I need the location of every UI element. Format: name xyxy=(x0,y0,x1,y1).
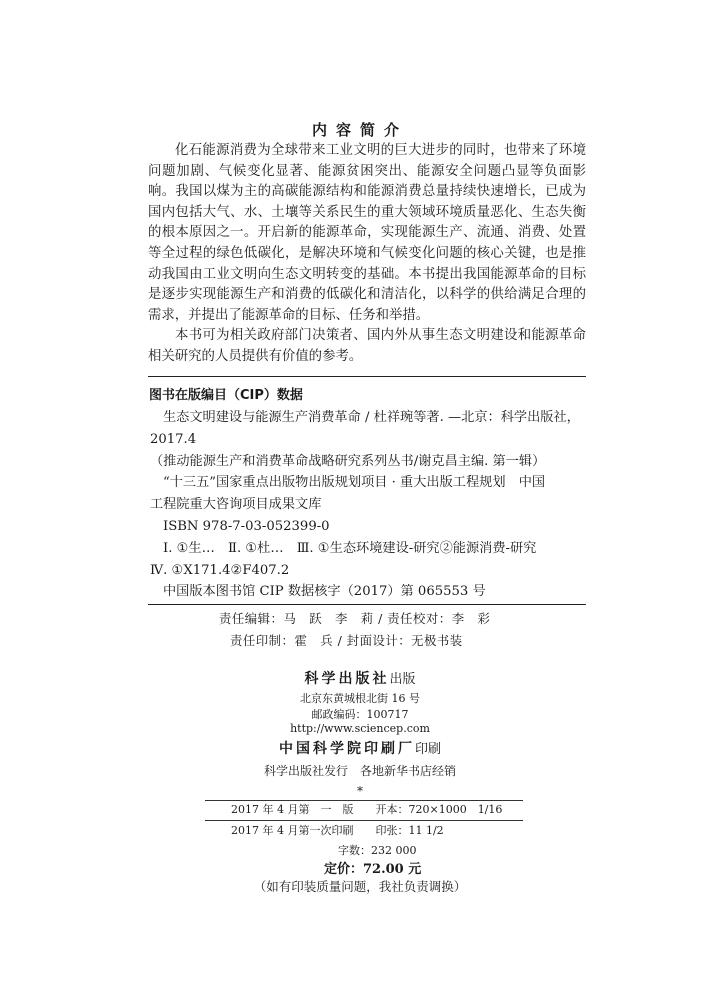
divider-line xyxy=(148,604,586,605)
edition-line: 2017 年 4 月第 一 版 开本：720×1000 1/16 xyxy=(231,803,503,816)
cip-line-2: 2017.4 xyxy=(150,431,197,447)
separator-star: * xyxy=(357,784,363,798)
divider-line xyxy=(148,376,586,377)
editors-line-1: 责任编辑：马 跃 李 莉 / 责任校对：李 彩 xyxy=(219,611,491,626)
publisher-address: 北京东黄城根北街 16 号 xyxy=(300,692,420,705)
cip-line-6: ISBN 978-7-03-052399-0 xyxy=(163,518,330,534)
cip-record-number: 中国版本图书馆 CIP 数据核字（2017）第 065553 号 xyxy=(163,584,486,600)
printer-line xyxy=(0,738,720,758)
editors-line-2: 责任印制：霍 兵 / 封面设计：无极书装 xyxy=(230,633,463,648)
cip-line-5: 工程院重大咨询项目成果文库 xyxy=(150,497,322,513)
price: 定价：72.00 元 xyxy=(324,862,422,877)
summary-paragraph-1: 化石能源消费为全球带来工业文明的巨大进步的同时，也带来了环境问题加剧、气候变化显著、能源贫困突出、能源安全问题凸显等负面影响。我国以煤为主的高碳能源结构和能源消费总量持续快速增长，已成为国内包括大气、水、土壤等关系民生的重大领域环境质量恶化、生态失衡的根本原因之一。开启新的能源革命，实现能源生产、流通、消费、处置等全过程的绿色低碳化，是解决环境和气候变化问题的核心关键，也是推动我国由工业文明向生态文明转变的基础。本书提出我国能源革命的目标是逐步实现能源生产和消费的低碳化和清洁化，以科学的供给满足合理的需求，并提出了能源革命的目标、任务和举措。 xyxy=(148,143,586,323)
word-count: 字数：232 000 xyxy=(338,844,417,857)
cip-block xyxy=(150,407,587,603)
publisher-name: 科学出版社 xyxy=(304,671,390,687)
publisher-suffix: 出版 xyxy=(389,672,416,687)
page-title: 内容简介 xyxy=(311,121,408,139)
distribution-line: 科学出版社发行 各地新华书店经销 xyxy=(263,764,456,778)
print-line: 2017 年 4 月第一次印刷 印张：11 1/2 xyxy=(231,824,444,837)
summary-text xyxy=(148,141,586,368)
cip-line-8: Ⅳ. ①X171.4②F407.2 xyxy=(150,562,290,578)
publisher-url: http://www.sciencep.com xyxy=(290,722,430,735)
cip-line-3: （推动能源生产和消费革命战略研究系列丛书/谢克昌主编. 第一辑） xyxy=(150,453,546,469)
quality-notice: （如有印装质量问题，我社负责调换） xyxy=(253,879,467,894)
printer-suffix: 印刷 xyxy=(414,742,441,757)
summary-paragraph-2: 本书可为相关政府部门决策者、国内外从事生态文明建设和能源革命相关研究的人员提供有价值的参考。 xyxy=(148,328,586,364)
divider-line xyxy=(205,820,523,821)
publisher-postcode: 邮政编码：100717 xyxy=(311,708,409,721)
cip-line-7: Ⅰ. ①生… Ⅱ. ①杜… Ⅲ. ①生态环境建设-研究②能源消费-研究 xyxy=(163,540,537,556)
cip-line-4: “十三五”国家重点出版物出版规划项目 · 重大出版工程规划 中国 xyxy=(163,475,546,491)
publisher-line xyxy=(0,668,720,688)
cip-line-1: 生态文明建设与能源生产消费革命 / 杜祥琬等著. —北京：科学出版社， xyxy=(163,410,580,425)
printer-name: 中国科学院印刷厂 xyxy=(278,741,415,757)
cip-heading: 图书在版编目（CIP）数据 xyxy=(149,388,303,403)
